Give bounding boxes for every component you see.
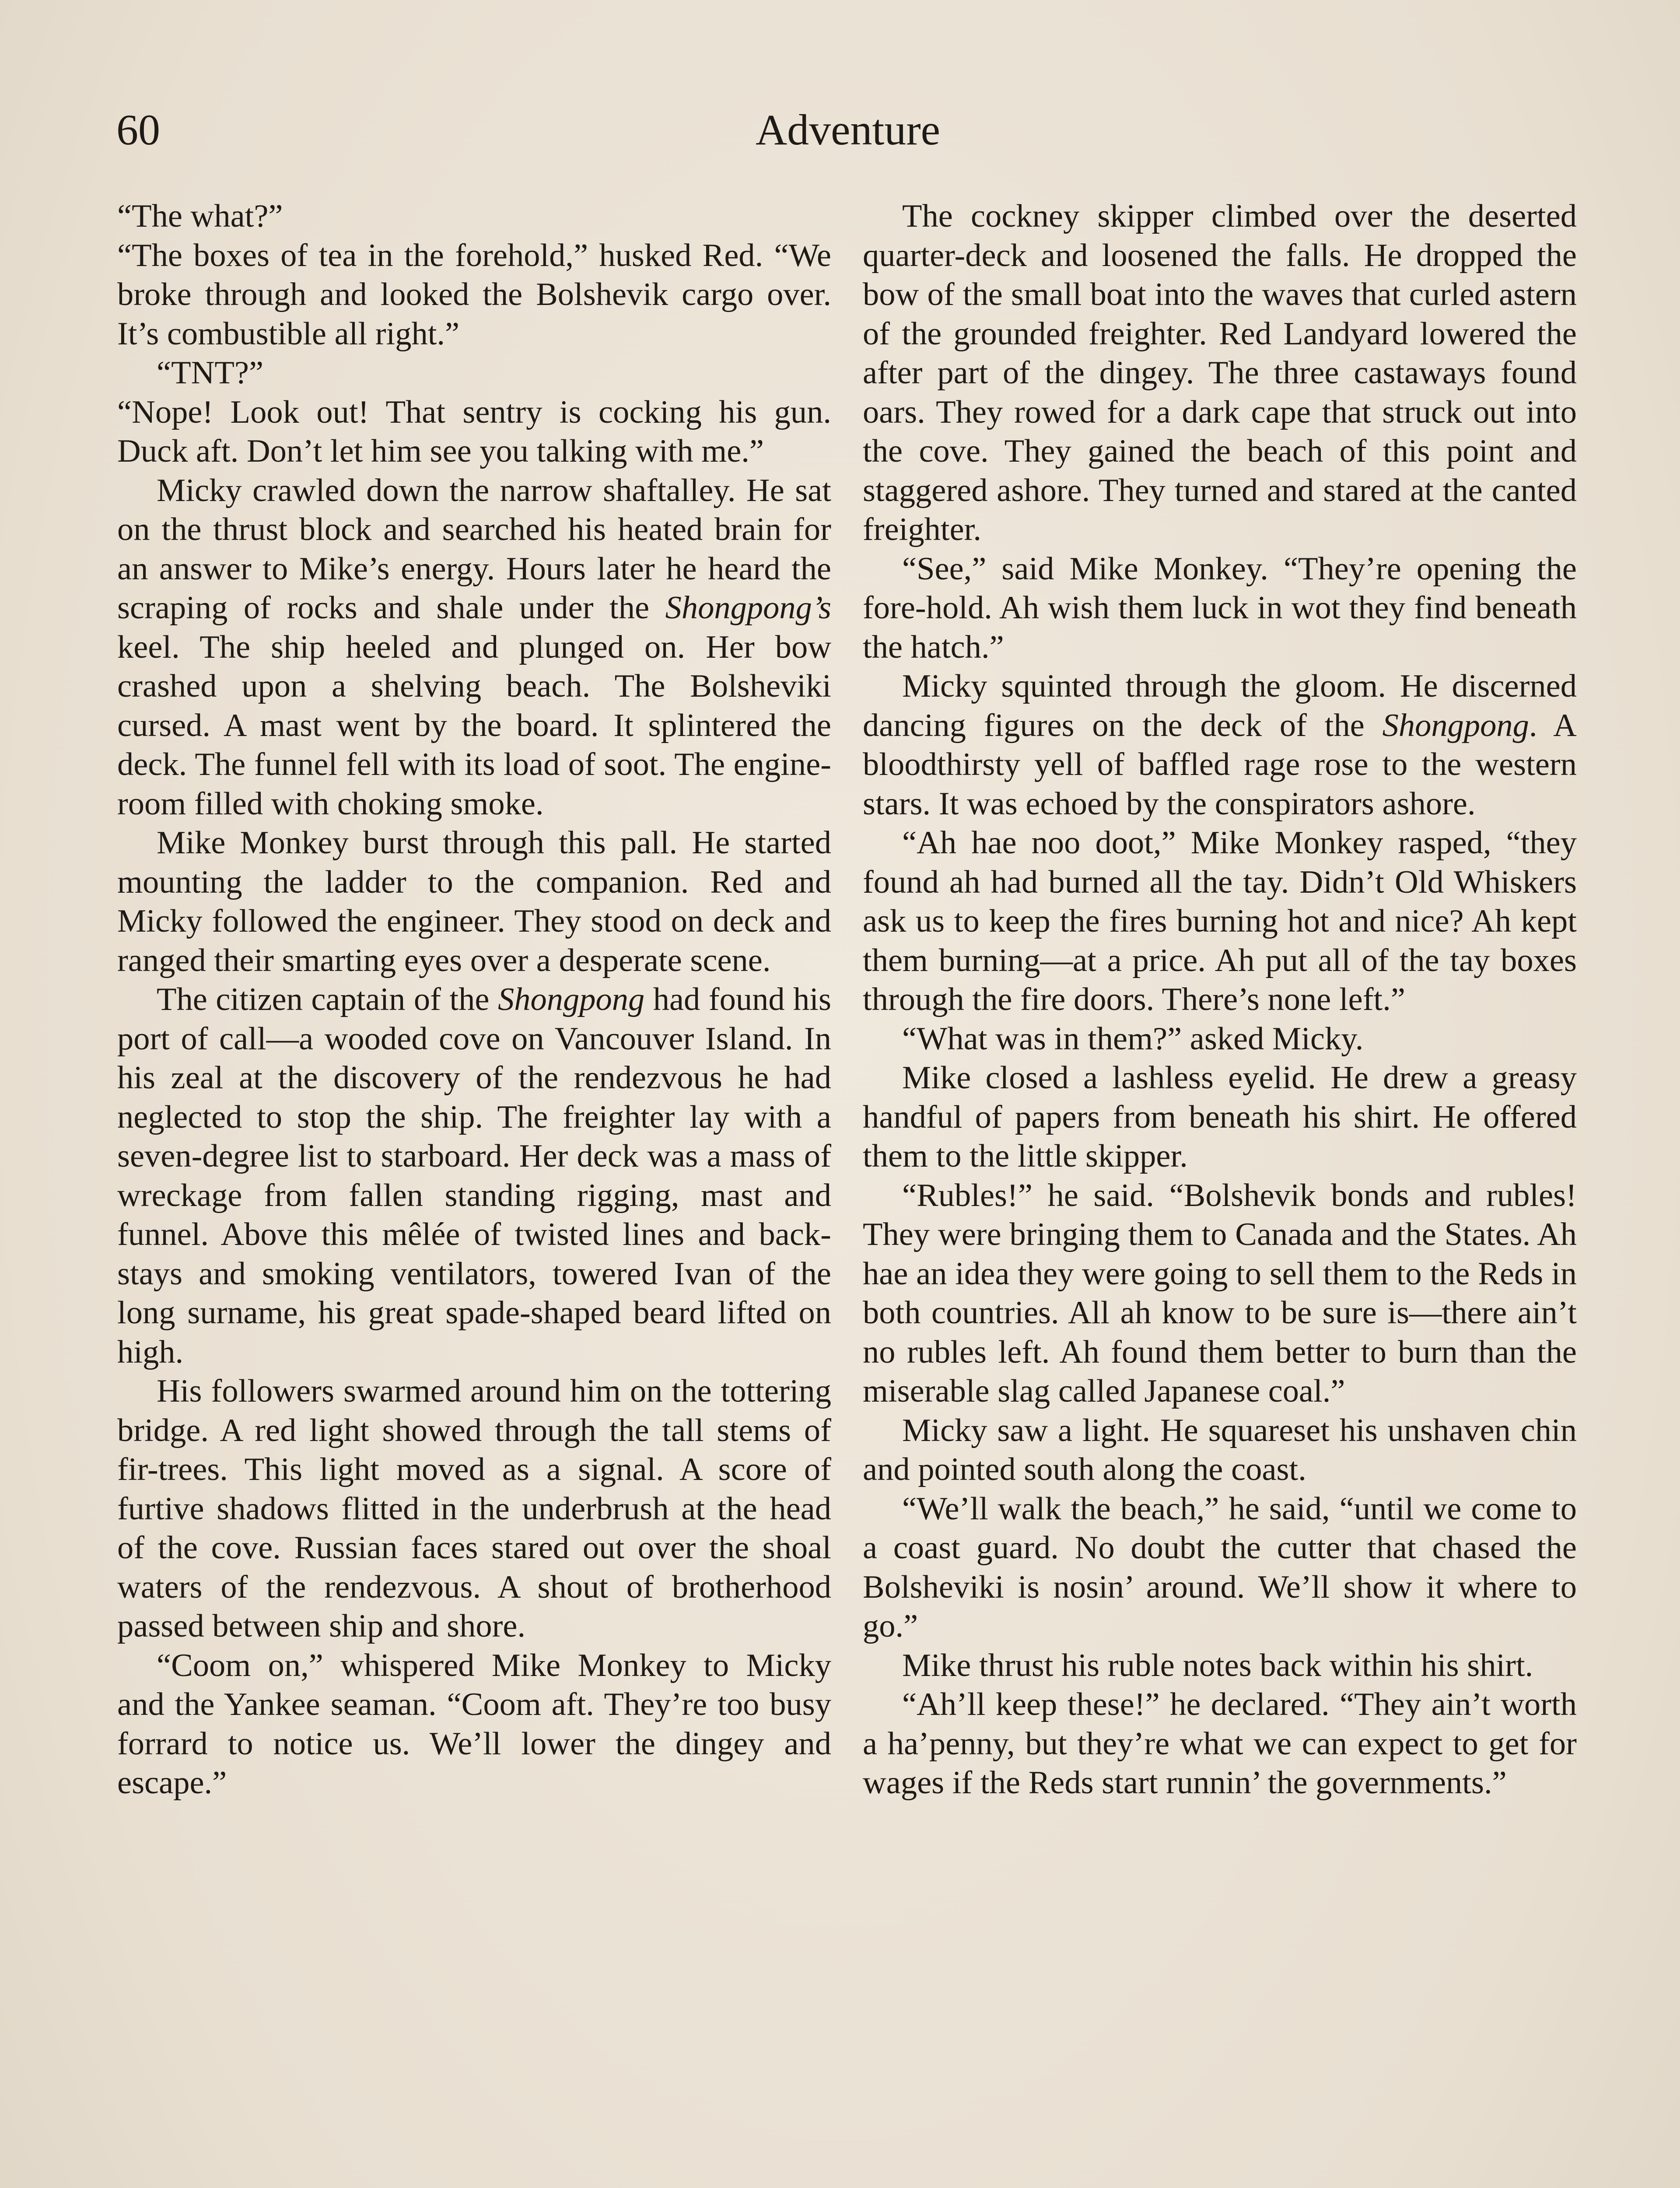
paragraph: “We’ll walk the beach,” he said, “until we come to a coast guard. No doubt the cutter that chased the Bolsheviki is nosin’ around. We’ll show it where to go.” xyxy=(863,1490,1577,1644)
text-run: Micky crawled down the narrow shaftalley. He sat on the thrust block and searched his heated brain for an answer to Mike’s energy. Hours later he heard the scraping of rocks and shale under the xyxy=(117,472,831,626)
paragraph: Mike thrust his ruble notes back within his shirt. xyxy=(902,1647,1533,1683)
right-text-column xyxy=(863,197,1577,2175)
paragraph: “The boxes of tea in the forehold,” husked Red. “We broke through and looked the Bolshevik cargo over. It’s combustible all right.” xyxy=(117,237,831,352)
paragraph: Micky saw a light. He squareset his unshaven chin and pointed south along the coast. xyxy=(863,1412,1577,1487)
paragraph: “Ah hae noo doot,” Mike Monkey rasped, “they found ah had burned all the tay. Didn’t Old Whiskers ask us to keep the fires burning hot and nice? Ah kept them burning—at a price. Ah put all of the tay boxes through the fire doors. There’s none left.” xyxy=(863,825,1577,1017)
text-run: Micky squinted through the gloom. He discerned dancing figures on the deck of the xyxy=(863,668,1577,743)
paragraph: “The what?” xyxy=(117,198,283,234)
text-run: keel. The ship heeled and plunged on. Her bow crashed upon a shelving beach. The Bolsheviki cursed. A mast went by the board. It splintered the deck. The funnel fell with its load of soot. The engine-room filled with choking smoke. xyxy=(117,629,831,822)
paragraph: “See,” said Mike Monkey. “They’re opening the fore-hold. Ah wish them luck in wot they find beneath the hatch.” xyxy=(863,551,1577,665)
paragraph: Mike Monkey burst through this pall. He started mounting the ladder to the companion. Red and Micky followed the engineer. They stood on deck and ranged their smarting eyes over a desperate scene. xyxy=(117,825,831,978)
text-run: had found his port of call—a wooded cove on Vancouver Island. In his zeal at the discovery of the rendezvous he had neglected to stop the ship. The freighter lay with a seven-degree list to starboard. Her deck was a mass of wreckage from fallen standing rigging, mast and funnel. Above this mêlée of twisted lines and back-stays and smoking ventilators, towered Ivan of the long surname, his great spade-shaped beard lifted on high. xyxy=(117,982,831,1370)
paragraph: Mike closed a lashless eyelid. He drew a greasy handful of papers from beneath his shirt. He offered them to the little skipper. xyxy=(863,1060,1577,1174)
paragraph xyxy=(117,980,831,1372)
paragraph: His followers swarmed around him on the tottering bridge. A red light showed through the tall stems of fir-trees. This light moved as a signal. A score of furtive shadows flitted in the underbrush at the head of the cove. Russian faces stared out over the shoal waters of the rendezvous. A shout of brotherhood passed between ship and shore. xyxy=(117,1373,831,1644)
left-text-column xyxy=(117,197,831,2175)
ship-name: Shongpong xyxy=(1382,707,1529,743)
text-run: The citizen captain of the xyxy=(157,982,490,1017)
running-title: Adventure xyxy=(755,105,941,154)
paragraph xyxy=(863,667,1577,824)
paragraph: “Coom on,” whispered Mike Monkey to Micky and the Yankee seaman. “Coom aft. They’re too busy forrard to notice us. We’ll lower the dingey and escape.” xyxy=(117,1647,831,1801)
ship-name: Shongpong’s xyxy=(665,590,831,626)
paragraph: “TNT?” xyxy=(157,355,264,391)
paragraph xyxy=(117,471,831,824)
page-header xyxy=(116,102,1579,158)
ship-name: Shongpong xyxy=(497,982,645,1017)
text-run: . A bloodthirsty yell of baffled rage rose to the western stars. It was echoed by the conspirators ashore. xyxy=(863,707,1577,822)
paragraph: The cockney skipper climbed over the deserted quarter-deck and loosened the falls. He dropped the bow of the small boat into the waves that curled astern of the grounded freighter. Red Landyard lowered the after part of the dingey. The three castaways found oars. They rowed for a dark cape that struck out into the cove. They gained the beach of this point and staggered ashore. They turned and stared at the canted freighter. xyxy=(863,198,1577,547)
page-number: 60 xyxy=(116,105,160,154)
paragraph: “Nope! Look out! That sentry is cocking his gun. Duck aft. Don’t let him see you talking with me.” xyxy=(117,394,831,469)
paragraph: “Rubles!” he said. “Bolshevik bonds and rubles! They were bringing them to Canada and the States. Ah hae an idea they were going to sell them to the Reds in both countries. All ah know to be sure is—there ain’t no rubles left. Ah found them better to burn than the miserable slag called Japanese coal.” xyxy=(863,1177,1577,1409)
paragraph: “What was in them?” asked Micky. xyxy=(902,1020,1364,1057)
paragraph: “Ah’ll keep these!” he declared. “They ain’t worth a ha’penny, but they’re what we can expect to get for wages if the Reds start runnin’ the governments.” xyxy=(863,1687,1577,1801)
